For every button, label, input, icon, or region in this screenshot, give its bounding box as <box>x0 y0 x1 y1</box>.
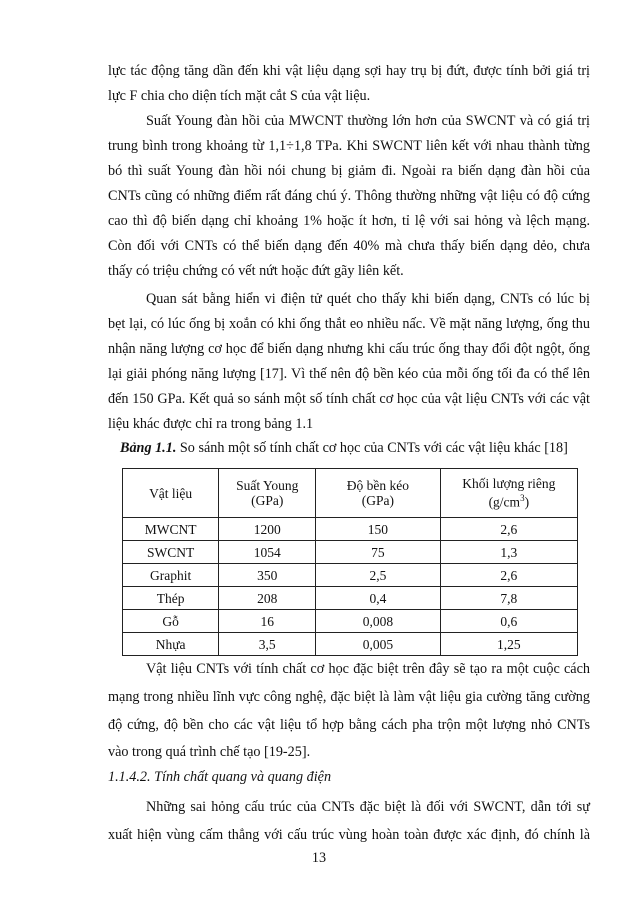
paragraph-line: trung bình trong khoảng từ 1,1÷1,8 TPa. Khi SWCNT liên kết với nhau thành từng <box>108 138 590 154</box>
paragraph-line: nhận năng lượng cơ học để biến dạng nhưng khi cấu trúc ống thay đổi đột ngột, ống <box>108 341 590 357</box>
paragraph-line: đến 150 GPa. Kết quả so sánh một số tính chất cơ học của vật liệu CNTs với các vật <box>108 391 590 407</box>
paragraph-line: lại giải phóng năng lượng [17]. Vì thế nên độ bền kéo của mỗi ống tối đa có thể lên <box>108 366 590 382</box>
paragraph-line: xuất hiện vùng cấm thẳng với cấu trúc vùng hoàn toàn được xác định, đó chính là <box>108 827 590 843</box>
table-row <box>123 610 578 633</box>
paragraph-line: Vật liệu CNTs với tính chất cơ học đặc biệt trên đây sẽ tạo ra một cuộc cách <box>146 661 590 677</box>
table-row <box>123 587 578 610</box>
header-tensile: Độ bền kéo (GPa) <box>316 469 440 518</box>
table-caption-label: Bảng 1.1. <box>120 440 177 456</box>
paragraph-line: CNTs cũng có những điểm rất đáng chú ý. Thông thường những vật liệu có độ cứng <box>108 188 590 204</box>
section-heading: 1.1.4.2. Tính chất quang và quang điện <box>108 769 332 785</box>
cell-young: 350 <box>219 564 316 587</box>
table-row <box>123 541 578 564</box>
paragraph-line: bẹt lại, có lúc ống bị xoắn có khi ống thắt eo nhiều nấc. Về mặt năng lượng, ống thu <box>108 316 590 332</box>
paragraph-line: cao thì độ biến dạng chỉ khoảng 1% hoặc ít hơn, tỉ lệ với sai hỏng và lệch mạng. <box>108 213 590 229</box>
paragraph-line: Những sai hỏng cấu trúc của CNTs đặc biệt là đối với SWCNT, dẫn tới sự <box>146 799 590 815</box>
header-young: Suất Young (GPa) <box>219 469 316 518</box>
cell-tensile: 0,005 <box>316 633 440 656</box>
cell-density: 2,6 <box>440 518 577 541</box>
cell-young: 1200 <box>219 518 316 541</box>
cell-material: Graphit <box>123 564 219 587</box>
cell-tensile: 0,4 <box>316 587 440 610</box>
cell-young: 1054 <box>219 541 316 564</box>
paragraph-line: lực F chia cho diện tích mặt cắt S của vật liệu. <box>108 88 371 104</box>
cell-material: SWCNT <box>123 541 219 564</box>
cell-material: Nhựa <box>123 633 219 656</box>
paragraph-line: mạng trong nhiều lĩnh vực công nghệ, đặc biệt là làm vật liệu gia cường tăng cường <box>108 689 590 705</box>
paragraph-line: thấy có triệu chứng có vết nứt hoặc đứt gãy liên kết. <box>108 263 404 279</box>
cell-density: 2,6 <box>440 564 577 587</box>
cell-tensile: 2,5 <box>316 564 440 587</box>
paragraph-line: liệu khác được chỉ ra trong bảng 1.1 <box>108 416 314 432</box>
header-density: Khối lượng riêng $(g/cm^3)$ <box>440 469 577 518</box>
cell-material: Thép <box>123 587 219 610</box>
table-row <box>123 518 578 541</box>
cell-young: 16 <box>219 610 316 633</box>
table-caption-text: So sánh một số tính chất cơ học của CNTs với các vật liệu khác [18] <box>176 440 568 456</box>
cell-density: 1,3 <box>440 541 577 564</box>
table-header-row <box>123 469 578 518</box>
cell-tensile: 75 <box>316 541 440 564</box>
cell-material: Gỗ <box>123 610 219 633</box>
paragraph-line: Suất Young đàn hồi của MWCNT thường lớn hơn của SWCNT và có giá trị <box>146 113 590 129</box>
paragraph-line: độ cứng, độ bền cho các vật liệu tổ hợp bằng cách pha trộn một lượng nhỏ CNTs <box>108 717 590 733</box>
comparison-table <box>122 468 578 656</box>
paragraph-line: lực tác động tăng dần đến khi vật liệu dạng sợi hay trụ bị đứt, được tính bởi giá trị <box>108 63 590 79</box>
paragraph-line: bó thì suất Young đàn hồi nói chung bị giảm đi. Ngoài ra biến dạng đàn hồi của <box>108 163 590 179</box>
paragraph-line: Còn đối với CNTs có thể biến dạng đến 40% mà chưa thấy biến dạng dẻo, chưa <box>108 238 590 254</box>
cell-young: 208 <box>219 587 316 610</box>
page-number: 13 <box>311 850 327 866</box>
cell-tensile: 0,008 <box>316 610 440 633</box>
cell-density: 0,6 <box>440 610 577 633</box>
cell-density: 1,25 <box>440 633 577 656</box>
header-material: Vật liệu <box>123 469 219 518</box>
cell-young: 3,5 <box>219 633 316 656</box>
paragraph-line: Quan sát bằng hiển vi điện tử quét cho thấy khi biến dạng, CNTs có lúc bị <box>146 291 590 307</box>
cell-tensile: 150 <box>316 518 440 541</box>
cell-material: MWCNT <box>123 518 219 541</box>
cell-density: 7,8 <box>440 587 577 610</box>
table-row <box>123 633 578 656</box>
table-row <box>123 564 578 587</box>
paragraph-line: vào trong quá trình chế tạo [19-25]. <box>108 744 311 760</box>
table-caption <box>120 440 568 457</box>
